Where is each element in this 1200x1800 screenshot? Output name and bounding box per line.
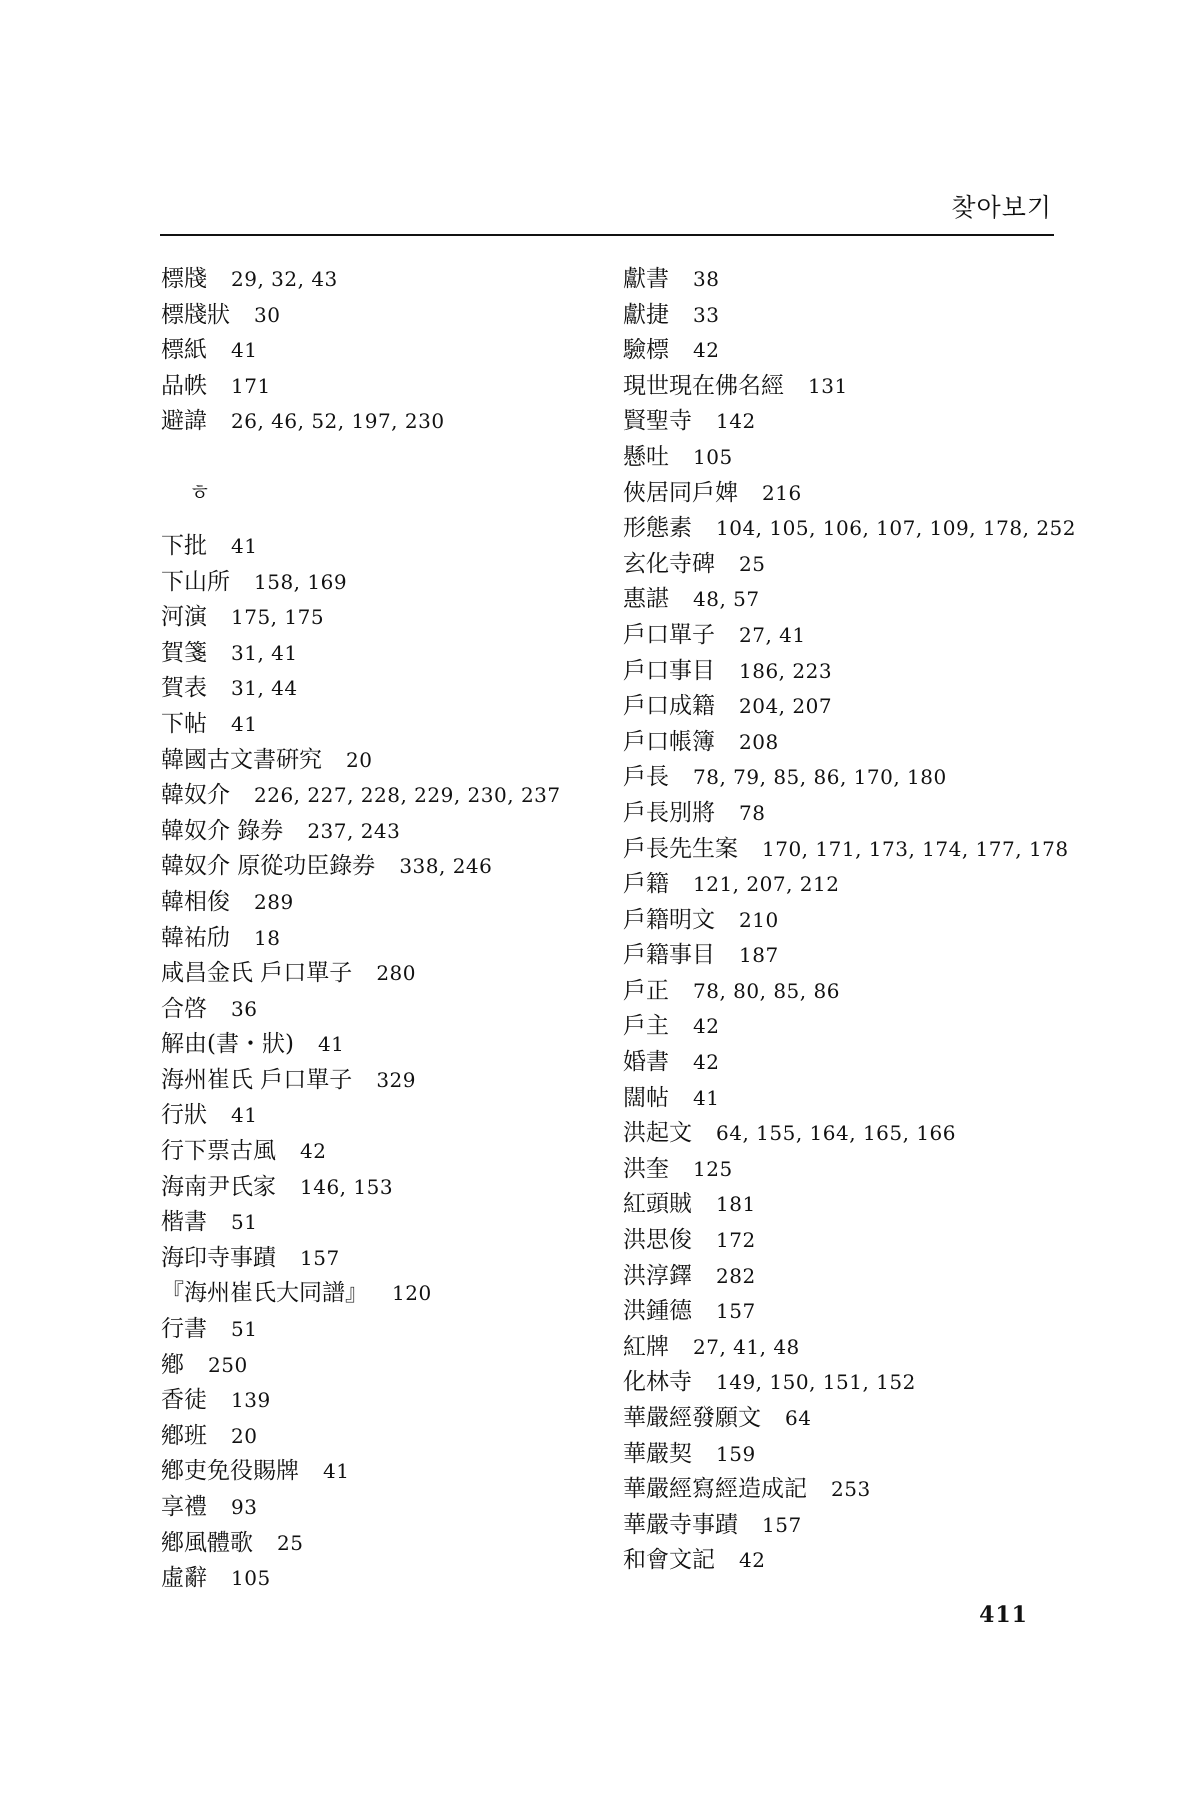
index-entry bbox=[161, 1312, 561, 1348]
index-page-refs: 159 bbox=[716, 1441, 756, 1466]
index-term: 鄕風體歌 bbox=[161, 1529, 253, 1556]
index-entry bbox=[161, 1454, 561, 1490]
index-entry bbox=[161, 1027, 561, 1063]
index-entry bbox=[161, 992, 561, 1028]
index-term: 懸吐 bbox=[623, 443, 669, 470]
index-page-refs: 33 bbox=[693, 302, 720, 327]
index-page-refs: 226, 227, 228, 229, 230, 237 bbox=[254, 783, 561, 808]
index-term: 海南尹氏家 bbox=[161, 1173, 276, 1200]
index-page-refs: 18 bbox=[254, 925, 281, 950]
index-term: 戶主 bbox=[623, 1013, 669, 1040]
index-page-refs: 42 bbox=[693, 1050, 720, 1075]
index-entry bbox=[161, 885, 561, 921]
index-term: 戶口帳簿 bbox=[623, 728, 715, 755]
index-entry bbox=[161, 1063, 561, 1099]
index-term: 享禮 bbox=[161, 1494, 207, 1520]
index-entry bbox=[623, 1330, 1076, 1366]
index-entry bbox=[161, 565, 561, 601]
index-term: 行狀 bbox=[161, 1102, 207, 1129]
index-entry bbox=[623, 654, 1076, 690]
index-page-refs: 208 bbox=[739, 729, 779, 754]
index-page-refs: 131 bbox=[808, 373, 848, 398]
index-entry bbox=[623, 440, 1076, 476]
index-entry bbox=[623, 796, 1076, 832]
index-page-refs: 29, 32, 43 bbox=[231, 267, 338, 291]
index-page-refs: 250 bbox=[208, 1352, 248, 1377]
index-term: 『海州崔氏大同譜』 bbox=[161, 1280, 368, 1307]
index-page-refs: 64, 155, 164, 165, 166 bbox=[716, 1121, 957, 1146]
index-page-refs: 36 bbox=[231, 996, 258, 1021]
index-term: 韓相俊 bbox=[161, 888, 230, 915]
index-entry bbox=[161, 921, 561, 957]
index-page-refs: 142 bbox=[716, 409, 756, 434]
index-page-refs: 41 bbox=[693, 1085, 720, 1110]
index-page-refs: 20 bbox=[231, 1423, 258, 1448]
index-term: 標牋 bbox=[161, 266, 207, 292]
index-term: 戶長別將 bbox=[623, 799, 715, 826]
index-page-refs: 104, 105, 106, 107, 109, 178, 252 bbox=[716, 516, 1077, 541]
index-entry bbox=[161, 1348, 561, 1384]
index-term: 俠居同戶婢 bbox=[623, 479, 738, 506]
index-page-refs: 42 bbox=[300, 1139, 327, 1164]
index-page-refs: 172 bbox=[716, 1228, 756, 1253]
index-page-refs: 280 bbox=[376, 961, 416, 986]
index-term: 紅牌 bbox=[623, 1333, 669, 1360]
index-term: 和會文記 bbox=[623, 1547, 715, 1574]
index-page-refs: 42 bbox=[739, 1548, 766, 1573]
index-entry bbox=[623, 582, 1076, 618]
index-term: 虛辭 bbox=[161, 1565, 207, 1592]
index-term: 華嚴契 bbox=[623, 1440, 692, 1467]
index-entry bbox=[161, 1098, 561, 1134]
index-entry bbox=[161, 1170, 561, 1206]
index-entry bbox=[623, 689, 1076, 725]
index-term: 咸昌金氏 戶口單子 bbox=[161, 960, 353, 987]
index-entry bbox=[623, 1223, 1076, 1259]
index-entry bbox=[623, 1045, 1076, 1081]
index-term: 戶口事目 bbox=[623, 657, 715, 684]
index-entry bbox=[161, 956, 561, 992]
section-heading: ㅎ bbox=[189, 480, 211, 506]
index-term: 楷書 bbox=[161, 1209, 207, 1236]
index-page-refs: 26, 46, 52, 197, 230 bbox=[231, 409, 445, 434]
index-entry bbox=[161, 1383, 561, 1419]
index-entry bbox=[161, 298, 561, 334]
index-entry bbox=[623, 1401, 1076, 1437]
index-page-refs: 157 bbox=[716, 1299, 756, 1324]
index-entry bbox=[623, 903, 1076, 939]
index-entry bbox=[161, 636, 561, 672]
index-entries-group bbox=[161, 529, 561, 1597]
index-term: 韓祐劤 bbox=[161, 924, 230, 951]
index-page-refs: 25 bbox=[277, 1530, 304, 1555]
header-rule bbox=[160, 234, 1054, 236]
index-entry bbox=[623, 476, 1076, 512]
index-term: 標紙 bbox=[161, 337, 207, 364]
index-term: 洪淳鐸 bbox=[623, 1262, 692, 1289]
index-term: 韓奴介 bbox=[161, 782, 230, 809]
index-term: 紅頭賊 bbox=[623, 1191, 692, 1218]
index-entry bbox=[161, 707, 561, 743]
index-page-refs: 186, 223 bbox=[739, 658, 833, 683]
index-entry bbox=[161, 1561, 561, 1597]
index-page-refs: 120 bbox=[392, 1281, 432, 1306]
index-term: 河演 bbox=[161, 604, 207, 631]
index-entry bbox=[623, 1187, 1076, 1223]
index-page-refs: 27, 41 bbox=[739, 622, 806, 647]
index-page-refs: 149, 150, 151, 152 bbox=[716, 1370, 916, 1395]
index-term: 戶籍明文 bbox=[623, 906, 715, 933]
index-term: 洪起文 bbox=[623, 1120, 692, 1147]
index-term: 獻捷 bbox=[623, 301, 669, 328]
index-term: 合啓 bbox=[161, 995, 207, 1022]
index-term: 下山所 bbox=[161, 568, 230, 595]
index-term: 標牋狀 bbox=[161, 301, 230, 328]
index-term: 現世現在佛名經 bbox=[623, 372, 784, 399]
index-entry bbox=[623, 262, 1076, 298]
index-page-refs: 41 bbox=[231, 711, 258, 736]
index-term: 戶籍事目 bbox=[623, 942, 715, 969]
index-term: 驗標 bbox=[623, 337, 669, 364]
index-entry bbox=[623, 974, 1076, 1010]
page-number: 411 bbox=[979, 1602, 1028, 1628]
index-term: 下帖 bbox=[161, 710, 207, 737]
index-entry bbox=[623, 867, 1076, 903]
index-entry bbox=[623, 1365, 1076, 1401]
index-entry bbox=[161, 1490, 561, 1526]
index-entries-group bbox=[161, 262, 561, 440]
index-entry bbox=[161, 333, 561, 369]
index-page-refs: 204, 207 bbox=[739, 694, 833, 719]
index-entry bbox=[161, 1205, 561, 1241]
index-page-refs: 42 bbox=[693, 338, 720, 363]
index-entry bbox=[623, 369, 1076, 405]
index-term: 解由(書・狀) bbox=[161, 1031, 294, 1058]
index-page-refs: 78, 79, 85, 86, 170, 180 bbox=[693, 765, 947, 790]
index-term: 行書 bbox=[161, 1316, 207, 1343]
index-page-refs: 41 bbox=[231, 533, 258, 558]
index-entry bbox=[623, 333, 1076, 369]
index-entry bbox=[623, 1009, 1076, 1045]
index-page-refs: 187 bbox=[739, 943, 779, 968]
index-term: 韓奴介 原從功臣錄券 bbox=[161, 853, 376, 880]
index-term: 戶長 bbox=[623, 764, 669, 791]
index-term: 洪奎 bbox=[623, 1155, 669, 1182]
index-page-refs: 282 bbox=[716, 1263, 756, 1288]
index-page-refs: 175, 175 bbox=[231, 605, 325, 630]
index-term: 形態素 bbox=[623, 515, 692, 542]
index-page-refs: 253 bbox=[831, 1477, 871, 1502]
index-page-refs: 289 bbox=[254, 889, 294, 914]
index-term: 玄化寺碑 bbox=[623, 550, 715, 577]
index-term: 戶口單子 bbox=[623, 621, 715, 648]
index-entry bbox=[623, 725, 1076, 761]
index-entry bbox=[623, 832, 1076, 868]
index-entry bbox=[623, 511, 1076, 547]
index-entry bbox=[623, 760, 1076, 796]
index-term: 洪思俊 bbox=[623, 1227, 692, 1254]
index-entry bbox=[161, 1241, 561, 1277]
index-entry bbox=[623, 618, 1076, 654]
index-entry bbox=[623, 1152, 1076, 1188]
index-page-refs: 41 bbox=[317, 1032, 345, 1057]
index-page-refs: 93 bbox=[231, 1495, 258, 1519]
index-entry bbox=[623, 1294, 1076, 1330]
index-term: 華嚴經寫經造成記 bbox=[623, 1476, 807, 1503]
index-column-left bbox=[161, 262, 561, 1597]
index-entry bbox=[161, 849, 561, 885]
index-page-refs: 78 bbox=[739, 800, 766, 825]
index-page-refs: 41 bbox=[231, 1103, 258, 1128]
index-term: 鄕吏免役賜牌 bbox=[161, 1458, 299, 1485]
index-term: 華嚴寺事蹟 bbox=[623, 1511, 738, 1538]
index-entry bbox=[623, 1259, 1076, 1295]
index-term: 海州崔氏 戶口單子 bbox=[161, 1066, 353, 1093]
index-page-refs: 329 bbox=[376, 1067, 416, 1092]
index-entry bbox=[161, 671, 561, 707]
index-page-refs: 146, 153 bbox=[300, 1174, 394, 1199]
index-entry bbox=[161, 262, 561, 298]
index-entry bbox=[623, 547, 1076, 583]
index-term: 戶長先生案 bbox=[623, 835, 738, 862]
index-page-refs: 38 bbox=[693, 267, 720, 291]
index-term: 鄕班 bbox=[161, 1422, 207, 1449]
index-page-refs: 157 bbox=[762, 1512, 802, 1537]
index-page-refs: 105 bbox=[693, 444, 733, 469]
index-entries-group bbox=[623, 262, 1076, 1579]
index-page-refs: 51 bbox=[231, 1210, 258, 1235]
index-term: 戶籍 bbox=[623, 871, 669, 898]
index-entry bbox=[623, 1116, 1076, 1152]
index-entry bbox=[161, 600, 561, 636]
index-entry bbox=[623, 1543, 1076, 1579]
index-page-refs: 105 bbox=[231, 1566, 271, 1591]
index-entry bbox=[623, 1081, 1076, 1117]
index-page-refs: 181 bbox=[716, 1192, 756, 1217]
index-page-refs: 31, 41 bbox=[231, 640, 298, 665]
index-term: 洪鍾德 bbox=[623, 1298, 692, 1325]
index-entry bbox=[623, 404, 1076, 440]
index-page-refs: 125 bbox=[693, 1156, 733, 1181]
index-entry bbox=[623, 938, 1076, 974]
index-page-refs: 216 bbox=[762, 480, 802, 505]
index-column-right bbox=[623, 262, 1076, 1579]
index-term: 鄕 bbox=[161, 1351, 184, 1378]
index-entry bbox=[161, 743, 561, 779]
index-page-refs: 42 bbox=[693, 1014, 720, 1039]
index-page-refs: 30 bbox=[254, 302, 281, 327]
index-entry bbox=[161, 814, 561, 850]
index-page-refs: 41 bbox=[231, 338, 258, 363]
index-entry bbox=[623, 298, 1076, 334]
index-term: 避諱 bbox=[161, 408, 207, 435]
running-header-title: 찾아보기 bbox=[951, 193, 1052, 222]
index-page-refs: 171 bbox=[231, 373, 271, 398]
index-term: 賀表 bbox=[161, 675, 207, 702]
index-page-refs: 158, 169 bbox=[254, 569, 348, 594]
index-page-refs: 20 bbox=[346, 747, 373, 772]
index-page-refs: 25 bbox=[739, 551, 766, 576]
index-term: 闊帖 bbox=[623, 1084, 669, 1111]
index-entry bbox=[161, 1526, 561, 1562]
index-term: 下批 bbox=[161, 532, 207, 559]
index-term: 賀箋 bbox=[161, 639, 207, 666]
index-term: 品帙 bbox=[161, 372, 207, 399]
index-entry bbox=[161, 529, 561, 565]
index-term: 韓奴介 錄券 bbox=[161, 817, 284, 844]
index-term: 獻書 bbox=[623, 266, 669, 292]
index-term: 化林寺 bbox=[623, 1369, 692, 1396]
index-term: 華嚴經發願文 bbox=[623, 1405, 761, 1431]
index-term: 賢聖寺 bbox=[623, 408, 692, 435]
index-page-refs: 157 bbox=[300, 1245, 340, 1270]
index-page-refs: 338, 246 bbox=[399, 854, 493, 879]
index-page-refs: 121, 207, 212 bbox=[693, 872, 840, 897]
index-entry bbox=[623, 1508, 1076, 1544]
index-page-refs: 31, 44 bbox=[231, 676, 298, 701]
index-page-refs: 41 bbox=[323, 1459, 350, 1484]
index-term: 行下票古風 bbox=[161, 1138, 276, 1165]
index-page-refs: 64 bbox=[785, 1406, 812, 1430]
index-entry bbox=[161, 1276, 561, 1312]
index-entry bbox=[161, 1419, 561, 1455]
index-page-refs: 48, 57 bbox=[693, 587, 760, 612]
index-entry bbox=[161, 1134, 561, 1170]
index-page-refs: 210 bbox=[739, 907, 779, 932]
index-page-refs: 51 bbox=[231, 1317, 258, 1342]
index-term: 香徒 bbox=[161, 1387, 207, 1414]
index-page-refs: 27, 41, 48 bbox=[693, 1334, 800, 1359]
index-term: 海印寺事蹟 bbox=[161, 1244, 276, 1271]
index-page-refs: 170, 171, 173, 174, 177, 178 bbox=[762, 836, 1069, 861]
index-entry bbox=[623, 1437, 1076, 1473]
index-entry bbox=[161, 778, 561, 814]
index-entry bbox=[623, 1472, 1076, 1508]
index-page-refs: 78, 80, 85, 86 bbox=[693, 978, 840, 1003]
index-term: 戶口成籍 bbox=[623, 693, 715, 720]
index-page-refs: 237, 243 bbox=[307, 818, 401, 843]
index-term: 韓國古文書硏究 bbox=[161, 746, 322, 773]
index-term: 戶正 bbox=[623, 977, 669, 1004]
index-page-refs: 139 bbox=[231, 1388, 271, 1413]
index-term: 婚書 bbox=[623, 1049, 669, 1076]
index-entry bbox=[161, 369, 561, 405]
index-entry bbox=[161, 404, 561, 440]
index-term: 惠諶 bbox=[623, 586, 669, 613]
